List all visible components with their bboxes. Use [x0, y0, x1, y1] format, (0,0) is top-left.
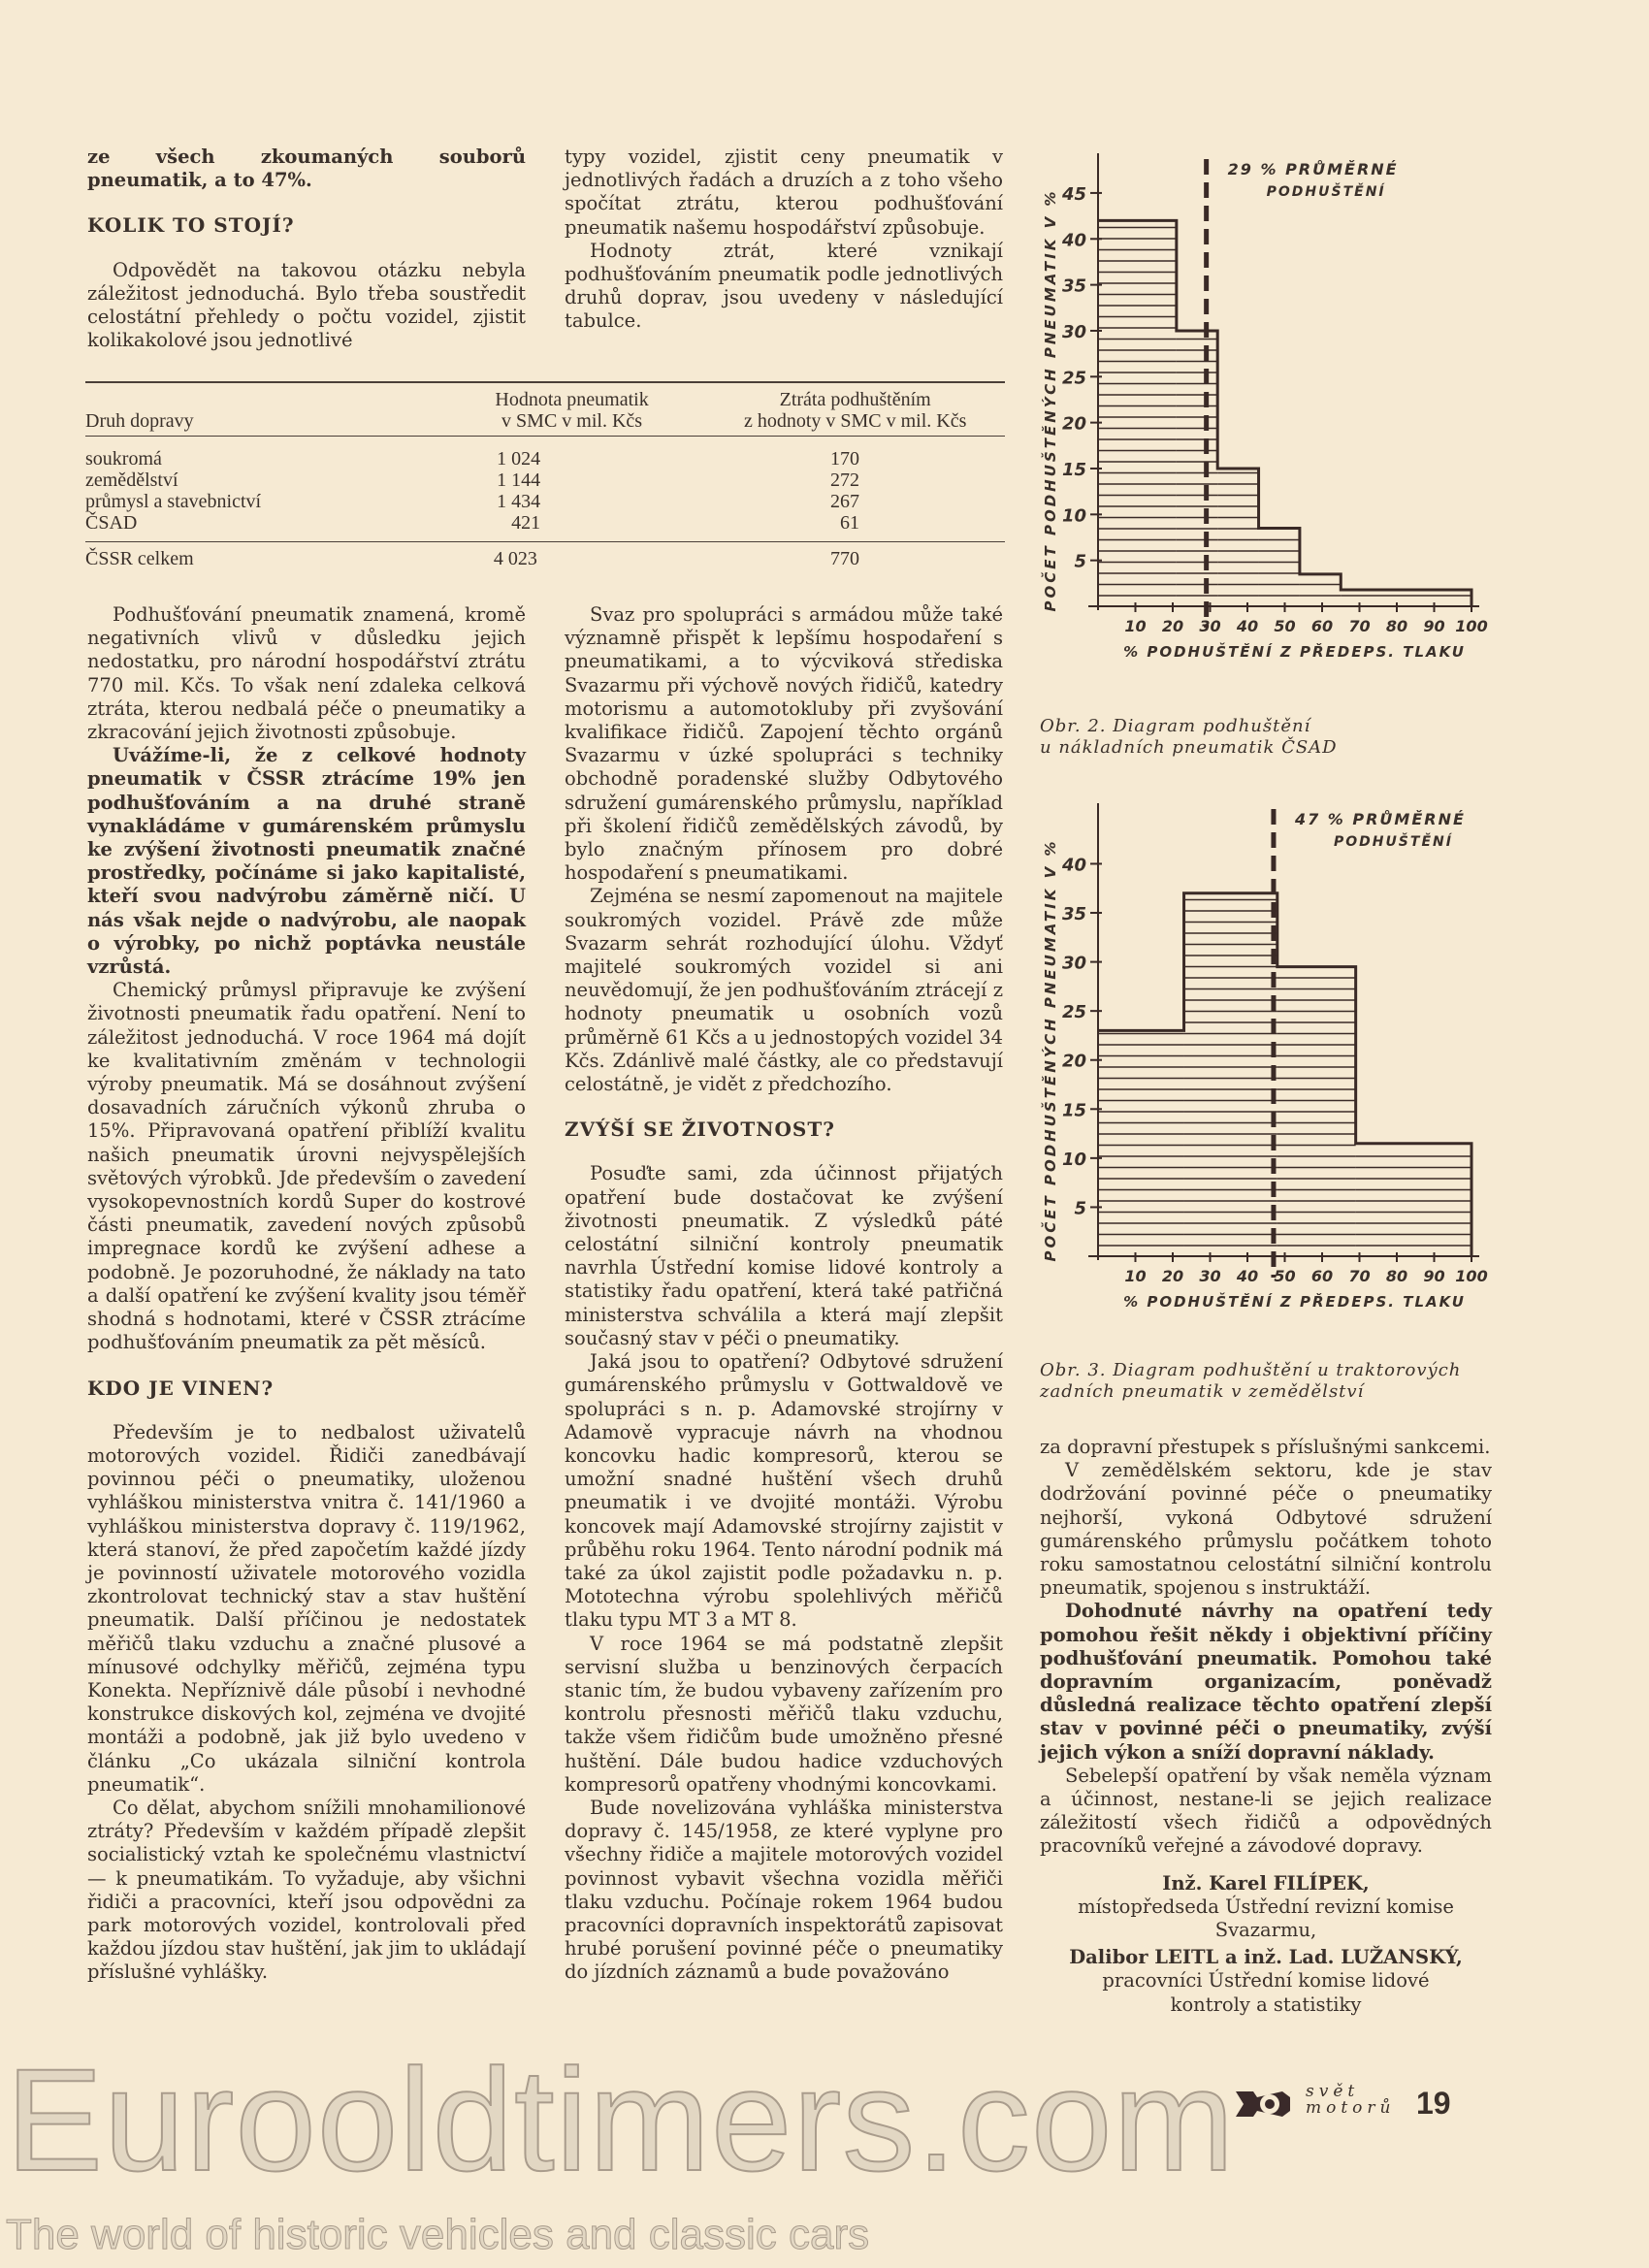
row-loss: 170 [830, 448, 859, 470]
histogram-bar [1098, 1034, 1184, 1247]
x-tick-label: 90 [1423, 617, 1445, 635]
author-2: Dalibor LEITL a inž. Lad. LUŽANSKÝ, [1069, 1946, 1463, 1969]
chart-obr3-caption-line1: Obr. 3. Diagram podhuštění u traktorových [1040, 1360, 1462, 1380]
x-tick-label: 70 [1348, 1267, 1371, 1285]
section-heading: KDO JE VINEN? [87, 1376, 275, 1400]
row-transport-type: zemědělství [85, 470, 178, 491]
x-tick-label: 80 [1385, 1267, 1408, 1285]
column-2-top [565, 146, 1003, 334]
row-loss: 272 [830, 470, 859, 491]
table-row [85, 448, 1005, 470]
paragraph: Sebelepší opatření by však neměla význam a účinnost, nestane-li se jejich realizace záležitostí všech řidičů a odpovědných pracovníků veřejné a závodové dopravy. [1040, 1764, 1492, 1858]
y-axis-label: POČET PODHUŠTĚNÝCH PNEUMATIK V % [1042, 188, 1059, 612]
x-axis-label: % PODHUŠTĚNÍ Z PŘEDEPS. TLAKU [1123, 1293, 1466, 1311]
column-1-top [87, 146, 526, 352]
y-tick-label: 10 [1061, 1149, 1086, 1170]
header-loss-line1: Ztráta podhuštěním [779, 389, 931, 410]
author-2-role: pracovníci Ústřední komise lidové kontroly a statistiky [1102, 1969, 1430, 2016]
author-1: Inž. Karel FILÍPEK, [1162, 1871, 1370, 1895]
x-tick-label: 20 [1161, 617, 1184, 635]
histogram-outline [1098, 893, 1471, 1256]
y-tick-label: 15 [1061, 459, 1086, 480]
chart-obr3-caption [1040, 1360, 1461, 1403]
watermark-logo: Eurooldtimers.com [6, 2038, 1236, 2201]
x-tick-label: 50 [1274, 1267, 1296, 1285]
section-heading: ZVÝŠÍ SE ŽIVOTNOST? [565, 1118, 835, 1142]
total-value: 4 023 [493, 548, 537, 569]
y-tick-label: 30 [1061, 953, 1086, 974]
chart-obr3-caption-line2: zadních pneumatik v zemědělství [1040, 1381, 1365, 1402]
author-1-role: místopředseda Ústřední revizní komise Svazarmu, [1078, 1895, 1454, 1942]
y-tick-label: 5 [1074, 1198, 1086, 1219]
paragraph: Především je to nedbalost uživatelů motorových vozidel. Řidiči zanedbávají povinnou péči o pneumatiky, uloženou vyhláškou ministerstva vnitra č. 141/1960 a vyhláškou ministerstva dopravy č. 119/1962, která stanoví, že před započetím každé jízdy je povinností uživatele motorového vozidla zkontrolovat technický stav a stav huštění pneumatik. Další příčinou je nedostatek měřičů tlaku vzduchu a značné plusové a mínusové odchylky měřičů, zejména typu Konekta. Nepříznivě dále působí i nevhodné konstrukce diskových kol, zejména ve dvojité montáži a podobně, jak již bylo uvedeno v článku „Co ukázala silniční kontrola pneumatik“. [87, 1420, 526, 1796]
table-total-row [85, 542, 1005, 569]
header-tyre-value-line1: Hodnota pneumatik [495, 389, 649, 410]
paragraph: V zemědělském sektoru, kde je stav dodržování povinné péče o pneumatiky nejhorší, vykoná Odbytové sdružení gumárenského průmyslu počátkem tohoto roku samostatnou celostátní silniční kontrolu pneumatik, spojenou s instruktáží. [1040, 1459, 1492, 1600]
loss-table [85, 381, 1005, 569]
chart-obr2-caption [1040, 716, 1338, 759]
y-tick-label: 25 [1061, 368, 1086, 389]
signature-block [1040, 1872, 1492, 2017]
header-loss [705, 383, 1005, 436]
header-tyre-value [438, 383, 706, 436]
x-tick-label: 100 [1455, 1267, 1488, 1285]
x-tick-label: 10 [1124, 1267, 1147, 1285]
histogram-bar [1300, 585, 1341, 597]
x-tick-label: 70 [1348, 617, 1371, 635]
x-axis-label: % PODHUŠTĚNÍ Z PŘEDEPS. TLAKU [1123, 643, 1466, 661]
mean-annotation-line2: PODHUŠTĚNÍ [1333, 834, 1453, 850]
histogram-bar [1098, 228, 1177, 597]
intro-bold-text: ze všech zkoumaných souborů pneumatik, a to 47%. [87, 146, 526, 192]
footer-brand [1306, 2084, 1396, 2117]
table-row [85, 512, 1005, 534]
paragraph: Bude novelizována vyhláška ministerstva dopravy č. 145/1958, ze které vyplyne pro všechny řidiče a majitele motorových vozidel povinnost vybavit všechna vozidla měřiči tlaku vzduchu. Počínaje rokem 1964 budou pracovníci dopravních inspektorátů zapisovat hrubé porušení povinné péče o pneumatiky do jízdních záznamů a bude považováno [565, 1796, 1003, 1984]
histogram-bar [1277, 978, 1356, 1246]
x-tick-label: 50 [1274, 617, 1296, 635]
chart-obr3-agriculture [1030, 795, 1494, 1358]
row-tyre-value: 421 [511, 512, 541, 534]
y-tick-label: 30 [1061, 321, 1086, 342]
chart-obr2-csad [1030, 146, 1494, 708]
x-tick-label: 40 [1236, 617, 1259, 635]
histogram-bar [1184, 900, 1277, 1247]
x-tick-label: 80 [1385, 617, 1408, 635]
row-tyre-value: 1 024 [497, 448, 541, 470]
paragraph: Podhušťování pneumatik znamená, kromě negativních vlivů v důsledku jejich nedostatku, pro národní hospodářství ztrátu 770 mil. Kčs. To však není zdaleka celková ztráta, kterou nedbalá péče o pneumatiky a zkracování jejich životnosti způsobuje. [87, 603, 526, 744]
x-tick-label: 100 [1455, 617, 1488, 635]
row-transport-type: ČSAD [85, 512, 138, 534]
row-loss: 267 [830, 491, 859, 512]
section1-paragraph-part2: typy vozidel, zjistit ceny pneumatik v jednotlivých řadách a druzích a z toho všeho spočítat ztrátu, kterou podhušťování pneumatik našemu hospodářství způsobuje. [565, 146, 1003, 239]
table-row [85, 470, 1005, 491]
table-row [85, 491, 1005, 512]
section-heading-kolik-to-stoji: KOLIK TO STOJÍ? [87, 213, 295, 238]
row-transport-type: soukromá [85, 448, 162, 470]
y-tick-label: 35 [1061, 904, 1086, 925]
x-tick-label: 40 [1236, 1267, 1259, 1285]
row-tyre-value: 1 434 [497, 491, 541, 512]
paragraph: Jaká jsou to opatření? Odbytové sdružení gumárenského průmyslu v Gottwaldově ve spolupráci s n. p. Adamovské strojírny v Adamově vypracuje návrh na vhodnou koncovku hadic kompresorů, kterou se umožní snadné huštění všech druhů pneumatik i ve dvojité montáži. Výrobu koncovek mají Adamovské strojírny zajistit v průběhu roku 1964. Tento národní podnik má také za úkol zajistit podle požadavku n. p. Mototechna výrobu spolehlivých měřičů tlaku typu MT 3 a MT 8. [565, 1350, 1003, 1632]
y-tick-label: 20 [1061, 1051, 1086, 1072]
footer-brand-line1: svět [1306, 2082, 1360, 2101]
svet-motoru-logo-icon [1234, 2088, 1294, 2121]
column-2 [565, 603, 1003, 1985]
x-tick-label: 30 [1199, 1267, 1221, 1285]
histogram-bar [1177, 340, 1217, 597]
histogram-bar [1259, 540, 1300, 597]
section1-paragraph-2: Hodnoty ztrát, které vznikají podhušťováním pneumatik podle jednotlivých druhů doprav, jsou uvedeny v následující tabulce. [565, 239, 1003, 333]
section1-paragraph-part1: Odpovědět na takovou otázku nebyla záležitost jednoduchá. Bylo třeba soustředit celostátní přehledy o počtu vozidel, zjistit kolikakolové jsou jednotlivé [87, 258, 526, 352]
total-loss: 770 [830, 548, 859, 569]
y-axis-label: POČET PODHUŠTĚNÝCH PNEUMATIK V % [1042, 838, 1059, 1262]
y-tick-label: 25 [1061, 1002, 1086, 1023]
y-tick-label: 20 [1061, 413, 1086, 435]
row-tyre-value: 1 144 [497, 470, 541, 491]
header-transport-type: Druh dopravy [85, 410, 194, 432]
table-header-row [85, 383, 1005, 436]
histogram-bar [1356, 1156, 1471, 1246]
header-loss-line2: z hodnoty v SMC v mil. Kčs [743, 410, 967, 432]
histogram-outline [1098, 220, 1471, 606]
row-loss: 61 [840, 512, 859, 534]
y-tick-label: 40 [1061, 230, 1086, 251]
x-tick-label: 60 [1310, 617, 1334, 635]
row-transport-type: průmysl a stavebnictví [85, 491, 262, 512]
mean-annotation-line1: 47 % PRŮMĚRNÉ [1294, 810, 1466, 828]
paragraph: Co dělat, abychom snížili mnohamilionové ztráty? Především v každém případě zlepšit socialistický vztah ke společnému vlastnictví — k pneumatikám. To vyžaduje, aby všichni řidiči a pracovníci, kteří jsou odpovědni za park motorových vozidel, kontrolovali před každou jízdou stav huštění, jak jim to ukládají příslušné vyhlášky. [87, 1796, 526, 1984]
watermark-tagline: The world of historic vehicles and classic cars [6, 2211, 870, 2258]
total-label: ČSSR celkem [85, 548, 194, 569]
mean-annotation-line1: 29 % PRŮMĚRNÉ [1227, 160, 1399, 178]
paragraph: Svaz pro spolupráci s armádou může také významně přispět k lepšímu hospodaření s pneumatikami, a to výcviková střediska Svazarmu při výchově nových řidičů, katedry motorismu a automotokluby při zvyšování kvalifikace řidičů. Zapojení těchto orgánů Svazarmu v úzké spolupráci s techniky obchodně poradenské služby Odbytového sdružení gumárenského průmyslu, například při školení řidičů zemědělských závodů, by bylo značným přínosem pro dobré hospodaření s pneumatikami. [565, 603, 1003, 885]
y-tick-label: 40 [1061, 855, 1086, 876]
x-tick-label: 20 [1161, 1267, 1184, 1285]
chart-obr2-caption-line1: Obr. 2. Diagram podhuštění [1040, 716, 1311, 736]
x-tick-label: 90 [1423, 1267, 1445, 1285]
x-tick-label: 30 [1199, 617, 1221, 635]
paragraph: Posuďte sami, zda účinnost přijatých opatření bude dostačovat ke zvýšení životnosti pneumatik. Z výsledků páté celostátní silniční kontroly pneumatik navrhla Ústřední komise lidové kontroly a statistiky řadu opatření, která také patřičná ministerstva schválila a která mají zlepšit současný stav v péči o pneumatiky. [565, 1162, 1003, 1349]
chart-obr2-caption-line2: u nákladních pneumatik ČSAD [1040, 737, 1338, 758]
histogram-bar [1217, 473, 1258, 597]
paragraph: Dohodnuté návrhy na opatření tedy pomohou řešit někdy i objektivní příčiny podhušťování pneumatik. Pomohou také dopravním organizacím, poněvadž důsledná realizace těchto opatření zlepší stav v povinné péči o pneumatiky, zvýší jejich výkon a sníží dopravní náklady. [1040, 1600, 1492, 1764]
x-tick-label: 60 [1310, 1267, 1334, 1285]
paragraph: Chemický průmysl připravuje ke zvýšení životnosti pneumatik řadu opatření. Není to záležitost jednoduchá. V roce 1964 má dojít ke kvalitativním změnám v technologii výroby pneumatik. Má se dosáhnout zvýšení dosavadních záručních výkonů zhruba o 15%. Připravovaná opatření přiblíží kvalitu našich pneumatik úrovni nejvyspělejších světových výrobků. Jde především o zavedení vysokopevnostních kordů Super do kostrové části pneumatik, zavedení nových způsobů impregnace kordů ke zvýšení adhese a podobně. Je pozoruhodné, že náklady na tato a další opatření ke zvýšení kvality jsou téměř shodná s hodnotami, které v ČSSR ztrácíme podhušťováním pneumatik za pět měsíců. [87, 979, 526, 1354]
y-tick-label: 10 [1061, 505, 1086, 527]
column-3 [1040, 1436, 1492, 2017]
y-tick-label: 35 [1061, 275, 1086, 297]
column-1 [87, 603, 526, 1985]
y-tick-label: 15 [1061, 1100, 1086, 1121]
page-number: 19 [1416, 2086, 1451, 2121]
paragraph: Uvážíme-li, že z celkové hodnoty pneumatik v ČSSR ztrácíme 19% jen podhušťováním a na druhé straně vynakládáme v gumárenském průmyslu ke zvýšení životnosti pneumatik značné prostředky, počínáme si jako kapitalisté, kteří svou nadvýrobu záměrně ničí. U nás však nejde o nadvýrobu, ale naopak o výrobky, po nichž poptávka neustále vzrůstá. [87, 744, 526, 979]
y-tick-label: 45 [1061, 183, 1086, 205]
paragraph: za dopravní přestupek s příslušnými sankcemi. [1040, 1436, 1491, 1458]
paragraph: Zejména se nesmí zapomenout na majitele soukromých vozidel. Právě zde může Svazarm sehrát rozhodující úlohu. Vždyť majitelé soukromých vozidel si ani neuvědomují, že jen podhušťováním ztrácejí z hodnoty pneumatik u osobních vozů průměrně 61 Kčs a u jednostopých vozidel 34 Kčs. Zdánlivě malé částky, ale co představují celostátně, je vidět z předchozího. [565, 885, 1003, 1096]
footer-brand-line2: motorů [1306, 2098, 1396, 2118]
x-tick-label: 10 [1124, 617, 1147, 635]
y-tick-label: 5 [1074, 551, 1086, 572]
mean-annotation-line2: PODHUŠTĚNÍ [1266, 184, 1386, 200]
paragraph: V roce 1964 se má podstatně zlepšit servisní služba u benzinových čerpacích stanic tím, že budou vybaveny zařízením pro kontrolu přesnosti měřičů tlaku vzduchu, takže všem řidičům bude umožněno přesné huštění. Dále budou hadice vzduchových kompresorů opatřeny vhodnými koncovkami. [565, 1632, 1003, 1796]
header-tyre-value-line2: v SMC v mil. Kčs [501, 410, 643, 432]
